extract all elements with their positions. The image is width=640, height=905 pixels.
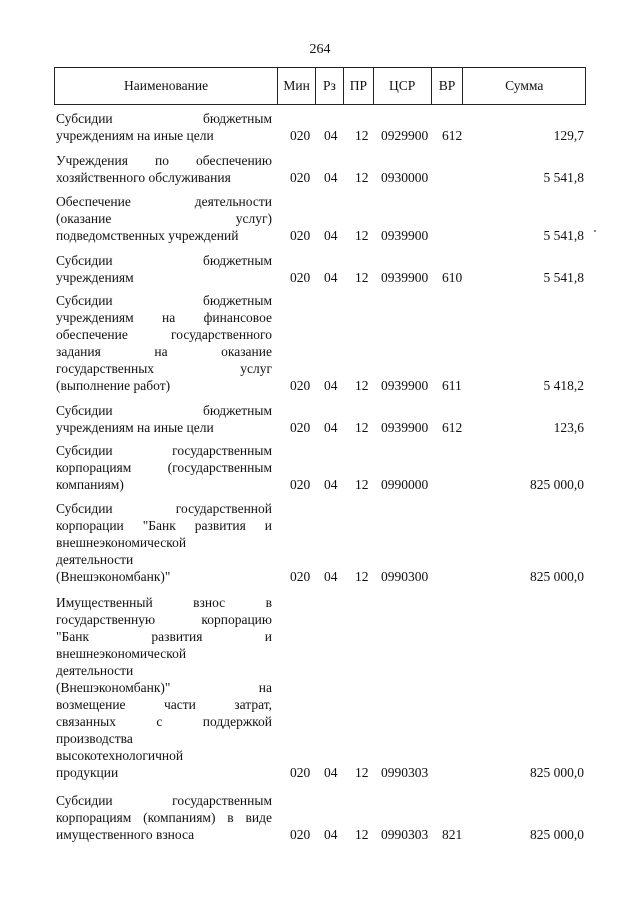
cell-rz: 04 <box>324 827 338 842</box>
header-sum: Сумма <box>505 78 544 93</box>
row-name-line: Обеспечение деятельности <box>56 194 272 209</box>
header-vr: ВР <box>432 68 464 104</box>
row-codes <box>56 377 586 394</box>
row-name-line: государственных услуг <box>56 361 272 376</box>
cell-pr: 12 <box>355 420 369 435</box>
cell-pr: 12 <box>355 827 369 842</box>
row-codes <box>56 826 586 843</box>
row-codes <box>56 227 586 244</box>
cell-min: 020 <box>290 569 311 584</box>
table-row <box>56 594 586 781</box>
cell-csr: 0990303 <box>381 765 429 780</box>
cell-min: 020 <box>290 170 311 185</box>
row-name-line: задания на оказание <box>56 344 272 359</box>
table-row <box>56 402 586 436</box>
row-name-line: подведомственных учреждений <box>56 228 239 243</box>
cell-vr: 821 <box>442 827 463 842</box>
cell-pr: 12 <box>355 128 369 143</box>
cell-min: 020 <box>290 420 311 435</box>
table-row <box>56 152 586 186</box>
row-name-line: возмещение части затрат, <box>56 697 272 712</box>
cell-sum: 5 541,8 <box>543 170 584 185</box>
scan-speck <box>594 230 596 232</box>
header-min: Мин <box>278 68 316 104</box>
row-name-line: Субсидии бюджетным <box>56 293 272 308</box>
row-name-line: деятельности <box>56 552 134 567</box>
row-name-line: связанных с поддержкой <box>56 714 272 729</box>
row-name-line: имущественного взноса <box>56 827 195 842</box>
row-name-line: Субсидии бюджетным <box>56 111 272 126</box>
cell-min: 020 <box>290 270 311 285</box>
row-name-line: учреждениям на иные цели <box>56 128 214 143</box>
cell-pr: 12 <box>355 170 369 185</box>
row-name-line: Субсидии государственным <box>56 443 272 458</box>
cell-sum: 129,7 <box>553 128 584 143</box>
cell-rz: 04 <box>324 170 338 185</box>
cell-pr: 12 <box>355 765 369 780</box>
table-row <box>56 193 586 244</box>
cell-sum: 825 000,0 <box>530 569 584 584</box>
cell-vr: 612 <box>442 128 463 143</box>
row-name-line: продукции <box>56 765 119 780</box>
row-name-line: учреждениям на иные цели <box>56 420 214 435</box>
cell-min: 020 <box>290 765 311 780</box>
row-name-line: Субсидии бюджетным <box>56 403 272 418</box>
cell-csr: 0939900 <box>381 228 429 243</box>
row-name-line: корпорациям (государственным <box>56 460 272 475</box>
cell-csr: 0939900 <box>381 378 429 393</box>
row-name-line: учреждениям на финансовое <box>56 310 272 325</box>
row-codes <box>56 169 586 186</box>
row-name-line: (выполнение работ) <box>56 378 171 393</box>
row-name-line: высокотехнологичной <box>56 748 184 763</box>
header-pr: ПР <box>344 68 374 104</box>
row-name-line: (Внешэкономбанк)" <box>56 569 171 584</box>
cell-sum: 825 000,0 <box>530 765 584 780</box>
row-codes <box>56 568 586 585</box>
header-rz: Рз <box>316 68 344 104</box>
cell-csr: 0929900 <box>381 128 429 143</box>
cell-csr: 0939900 <box>381 420 429 435</box>
cell-csr: 0990300 <box>381 569 429 584</box>
cell-sum: 5 418,2 <box>543 378 584 393</box>
row-name-line: государственную корпорацию <box>56 612 272 627</box>
row-name-line: внешнеэкономической <box>56 646 187 661</box>
cell-vr: 612 <box>442 420 463 435</box>
cell-rz: 04 <box>324 420 338 435</box>
cell-csr: 0930000 <box>381 170 429 185</box>
row-name-line: Субсидии бюджетным <box>56 253 272 268</box>
row-name-line: обеспечение государственного <box>56 327 272 342</box>
cell-rz: 04 <box>324 128 338 143</box>
row-name-line: деятельности <box>56 663 134 678</box>
header-name: Наименование <box>55 68 278 104</box>
cell-sum: 5 541,8 <box>543 228 584 243</box>
cell-pr: 12 <box>355 228 369 243</box>
cell-pr: 12 <box>355 378 369 393</box>
table-row <box>56 792 586 843</box>
row-name-line: (оказание услуг) <box>56 211 272 226</box>
cell-pr: 12 <box>355 477 369 492</box>
row-name-line: хозяйственного обслуживания <box>56 170 231 185</box>
cell-rz: 04 <box>324 270 338 285</box>
table-row <box>56 500 586 585</box>
cell-min: 020 <box>290 228 311 243</box>
cell-rz: 04 <box>324 477 338 492</box>
cell-pr: 12 <box>355 569 369 584</box>
table-row <box>56 442 586 493</box>
row-codes <box>56 476 586 493</box>
header-csr: ЦСР <box>374 68 432 104</box>
table-row <box>56 292 586 394</box>
cell-sum: 123,6 <box>553 420 584 435</box>
cell-min: 020 <box>290 128 311 143</box>
row-name-line: Субсидии государственным <box>56 793 272 808</box>
row-name <box>56 594 272 781</box>
row-name-line: внешнеэкономической <box>56 535 187 550</box>
row-codes <box>56 419 586 436</box>
cell-csr: 0939900 <box>381 270 429 285</box>
cell-rz: 04 <box>324 765 338 780</box>
row-codes <box>56 269 586 286</box>
row-name-line: компаниям) <box>56 477 124 492</box>
row-name-line: учреждениям <box>56 270 134 285</box>
row-codes <box>56 127 586 144</box>
cell-rz: 04 <box>324 569 338 584</box>
row-name-line: корпорациям (компаниям) в виде <box>56 810 272 825</box>
cell-pr: 12 <box>355 270 369 285</box>
cell-csr: 0990000 <box>381 477 429 492</box>
row-name-line: (Внешэкономбанк)" на <box>56 680 272 695</box>
cell-min: 020 <box>290 827 311 842</box>
cell-vr: 611 <box>442 378 462 393</box>
cell-min: 020 <box>290 378 311 393</box>
cell-vr: 610 <box>442 270 463 285</box>
row-name-line: Имущественный взнос в <box>56 595 272 610</box>
table-row <box>56 110 586 144</box>
cell-rz: 04 <box>324 378 338 393</box>
table-row <box>56 252 586 286</box>
cell-rz: 04 <box>324 228 338 243</box>
cell-sum: 825 000,0 <box>530 827 584 842</box>
page-number: 264 <box>309 42 331 57</box>
row-name-line: "Банк развития и <box>56 629 272 644</box>
row-codes <box>56 764 586 781</box>
row-name-line: производства <box>56 731 133 746</box>
cell-sum: 5 541,8 <box>543 270 584 285</box>
row-name-line: корпорации "Банк развития и <box>56 518 272 533</box>
cell-csr: 0990303 <box>381 827 429 842</box>
cell-min: 020 <box>290 477 311 492</box>
row-name-line: Учреждения по обеспечению <box>56 153 272 168</box>
row-name-line: Субсидии государственной <box>56 501 272 516</box>
cell-sum: 825 000,0 <box>530 477 584 492</box>
